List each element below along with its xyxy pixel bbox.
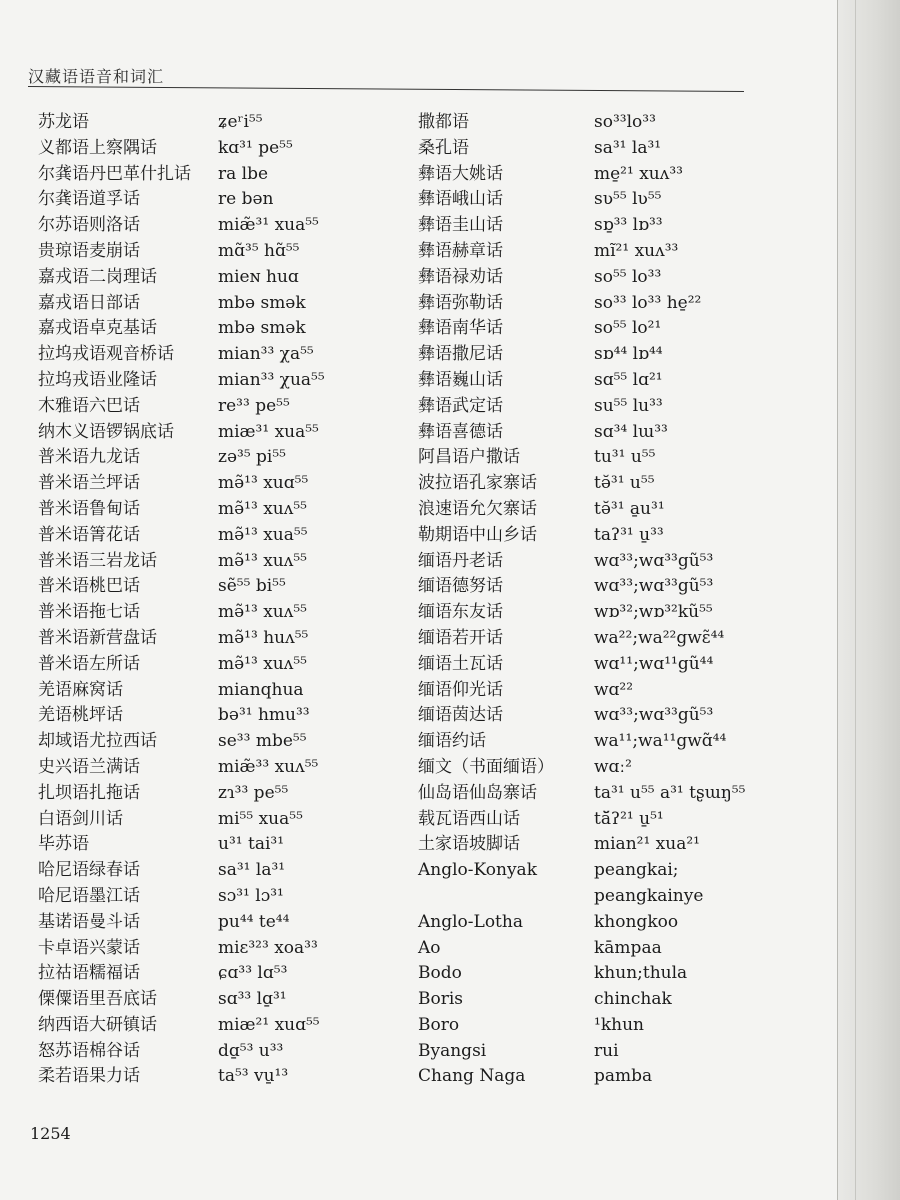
word-form: wa²²;wa²²gwɛ̃⁴⁴ — [594, 627, 725, 648]
word-form: ra lbe — [218, 163, 269, 184]
running-head: 汉藏语语音和词汇 — [28, 67, 165, 86]
word-form: rui — [594, 1040, 619, 1061]
language-name: 尔龚语丹巴革什扎话 — [38, 163, 191, 184]
language-name: 却域语尤拉西话 — [38, 731, 157, 752]
word-form: miæ̃³³ xuʌ⁵⁵ — [218, 756, 319, 777]
word-form: mɑ̃³⁵ hɑ̃⁵⁵ — [218, 240, 300, 261]
word-form: khongkoo — [594, 911, 679, 932]
word-form: mə̃¹³ xua⁵⁵ — [218, 524, 308, 545]
language-name: 彝语撒尼话 — [418, 344, 503, 365]
language-name: 载瓦语西山话 — [418, 808, 520, 829]
word-form: ta⁵³ vu̱¹³ — [218, 1066, 289, 1087]
language-name: 仙岛语仙岛寨话 — [418, 782, 537, 803]
word-form: sɑ³⁴ lɯ³³ — [594, 421, 668, 442]
word-form: pu⁴⁴ te⁴⁴ — [218, 911, 290, 932]
language-name: Chang Naga — [418, 1066, 526, 1087]
language-name: 木雅语六巴话 — [38, 395, 140, 416]
word-form: wɑ¹¹;wɑ¹¹gũ⁴⁴ — [594, 653, 714, 674]
word-form: kɑ³¹ pe⁵⁵ — [218, 137, 293, 158]
word-form: tə̆³¹ a̱u³¹ — [594, 498, 665, 519]
language-name: 缅语约话 — [418, 731, 486, 752]
word-form: sẽ⁵⁵ bi⁵⁵ — [218, 576, 286, 597]
language-name: 浪速语允欠寨话 — [418, 498, 537, 519]
word-form: sa³¹ la³¹ — [594, 137, 662, 158]
language-name: 哈尼语绿春话 — [38, 860, 140, 881]
word-form: mə̃¹³ huʌ⁵⁵ — [218, 627, 309, 648]
language-name: 普米语桃巴话 — [38, 576, 140, 597]
language-name: 傈僳语里吾底话 — [38, 989, 157, 1010]
language-name: 彝语喜德话 — [418, 421, 503, 442]
word-form: wɑ³³;wɑ³³gũ⁵³ — [594, 705, 714, 726]
word-form: so³³lo³³ — [594, 112, 656, 132]
word-form: so⁵⁵ lo³³ — [594, 266, 662, 287]
word-form: taʔ³¹ u̱³³ — [594, 524, 664, 545]
word-form: ta³¹ u⁵⁵ a³¹ tʂɯŋ⁵⁵ — [594, 782, 746, 803]
language-name: 柔若语果力话 — [38, 1066, 140, 1087]
word-form: mian²¹ xua²¹ — [594, 834, 700, 855]
language-name: 嘉戎语卓克基话 — [38, 318, 157, 339]
language-name: 彝语南华话 — [418, 318, 503, 339]
word-form: mbə smək — [218, 318, 306, 339]
page-number: 1254 — [30, 1124, 71, 1143]
word-form: mə̃¹³ xuʌ⁵⁵ — [218, 550, 307, 571]
word-form: sɑ⁵⁵ lɑ²¹ — [594, 369, 663, 390]
language-name: Boris — [418, 989, 464, 1010]
language-name: 哈尼语墨江话 — [38, 885, 140, 906]
word-form: ɕɑ³³ lɑ⁵³ — [218, 963, 288, 984]
right-form-column — [594, 110, 754, 1090]
word-form: tu³¹ u⁵⁵ — [594, 447, 656, 468]
language-name: 彝语赫章话 — [418, 240, 503, 261]
language-name: 普米语拖七话 — [38, 602, 140, 623]
language-name: 缅语若开话 — [418, 627, 503, 648]
language-name: 缅语东友话 — [418, 602, 503, 623]
page-edge-line — [855, 0, 856, 1200]
language-name: 扎坝语扎拖话 — [38, 782, 140, 803]
word-form: peangkainye — [594, 885, 704, 906]
language-name: 勒期语中山乡话 — [418, 524, 537, 545]
language-name: 白语剑川话 — [38, 808, 123, 829]
word-form: so⁵⁵ lo²¹ — [594, 318, 662, 339]
language-name: 义都语上察隅话 — [38, 137, 157, 158]
word-form: wɑ³³;wɑ³³gũ⁵³ — [594, 576, 714, 597]
language-name — [418, 884, 598, 910]
language-name: Anglo-Konyak — [418, 860, 537, 881]
language-name: 缅语土瓦话 — [418, 653, 503, 674]
word-form: mian³³ χa⁵⁵ — [218, 344, 314, 365]
language-name: 普米语左所话 — [38, 653, 140, 674]
word-form: chinchak — [594, 989, 672, 1010]
word-form: sɑ³³ lɑ̱³¹ — [218, 989, 287, 1010]
word-form: mə̃¹³ xuʌ⁵⁵ — [218, 653, 307, 674]
language-name: 尔龚语道孚话 — [38, 189, 140, 210]
language-name: 基诺语曼斗话 — [38, 911, 140, 932]
word-form: sɔ³¹ lɔ³¹ — [218, 885, 284, 906]
language-name: 拉坞戎语业隆话 — [38, 369, 157, 390]
word-form: peangkai; — [594, 860, 679, 881]
language-name: 阿昌语户撒话 — [418, 447, 520, 468]
language-name: 纳木义语锣锅底话 — [38, 421, 174, 442]
word-form: miæ²¹ xuɑ⁵⁵ — [218, 1014, 320, 1035]
language-name: 桑孔语 — [418, 137, 469, 158]
word-form: bə³¹ hmu³³ — [218, 705, 310, 726]
header-rule — [28, 86, 744, 92]
left-form-column — [218, 110, 414, 1090]
language-name: 撒都语 — [418, 112, 469, 132]
language-name: 普米语三岩龙话 — [38, 550, 157, 571]
word-form: mə̃¹³ xuɑ⁵⁵ — [218, 473, 309, 494]
word-form: khun;thula — [594, 963, 688, 984]
word-form: mian³³ χua⁵⁵ — [218, 369, 325, 390]
word-form: sʋ⁵⁵ lʋ⁵⁵ — [594, 189, 662, 210]
word-form: kāmpaa — [594, 937, 662, 958]
language-name: 彝语禄劝话 — [418, 266, 503, 287]
language-name: 彝语圭山话 — [418, 215, 503, 236]
word-form: se³³ mbe⁵⁵ — [218, 731, 307, 752]
word-form: ʑeʳi⁵⁵ — [218, 112, 263, 132]
word-form: re bən — [218, 189, 274, 210]
language-name: Bodo — [418, 963, 462, 984]
word-form: ¹khun — [594, 1014, 644, 1035]
language-name: 嘉戎语二岗理话 — [38, 266, 157, 287]
word-form: mianqhua — [218, 679, 304, 700]
language-name: 怒苏语棉谷话 — [38, 1040, 140, 1061]
word-form: miæ̃³¹ xua⁵⁵ — [218, 215, 319, 236]
language-name: 土家语坡脚话 — [418, 834, 520, 855]
language-name: 普米语兰坪话 — [38, 473, 140, 494]
language-name: 彝语武定话 — [418, 395, 503, 416]
word-form: su⁵⁵ lu³³ — [594, 395, 663, 416]
language-name: 缅语茵达话 — [418, 705, 503, 726]
language-name: 普米语箐花话 — [38, 524, 140, 545]
language-name: 彝语巍山话 — [418, 369, 503, 390]
word-form: mĩ²¹ xuʌ³³ — [594, 240, 679, 261]
language-name: Boro — [418, 1014, 460, 1035]
language-name: 普米语新营盘话 — [38, 627, 157, 648]
language-name: 尔苏语则洛话 — [38, 215, 140, 236]
word-form: dɑ̱⁵³ u³³ — [218, 1040, 284, 1061]
word-form: mbə smək — [218, 292, 306, 313]
word-form: miæ³¹ xua⁵⁵ — [218, 421, 319, 442]
word-form: miɛ³²³ xoa³³ — [218, 937, 318, 958]
language-name: 贵琼语麦崩话 — [38, 240, 140, 261]
language-name: 嘉戎语日部话 — [38, 292, 140, 313]
language-name: 拉坞戎语观音桥话 — [38, 344, 174, 365]
word-form: wa¹¹;wa¹¹gwɑ̃⁴⁴ — [594, 731, 727, 752]
right-language-column — [418, 110, 598, 1090]
word-form: tă̆ʔ²¹ u̱⁵¹ — [594, 808, 664, 829]
language-name: 缅文（书面缅语） — [418, 756, 554, 777]
language-name: Ao — [418, 937, 441, 958]
word-form: re³³ pe⁵⁵ — [218, 395, 290, 416]
word-form: sɒ⁴⁴ lɒ⁴⁴ — [594, 344, 663, 365]
word-form: mi⁵⁵ xua⁵⁵ — [218, 808, 303, 829]
language-name: Anglo-Lotha — [418, 911, 523, 932]
language-name: 彝语弥勒话 — [418, 292, 503, 313]
language-name: 彝语大姚话 — [418, 163, 503, 184]
page-gutter-edge — [838, 0, 900, 1200]
word-form: pamba — [594, 1066, 653, 1087]
word-form: wɑː² — [594, 756, 632, 777]
word-form: wɑ³³;wɑ³³gũ⁵³ — [594, 550, 714, 571]
language-name: 普米语鲁甸话 — [38, 498, 140, 519]
word-form: sa³¹ la³¹ — [218, 860, 286, 881]
word-form: zə³⁵ pi⁵⁵ — [218, 447, 286, 468]
word-form: mieɴ huɑ — [218, 266, 299, 287]
left-language-column — [38, 110, 216, 1090]
language-name: 苏龙语 — [38, 112, 89, 132]
language-name: 拉祜语糯福话 — [38, 963, 140, 984]
word-form: sɒ̱³³ lɒ³³ — [594, 215, 663, 236]
language-name: 羌语桃坪话 — [38, 705, 123, 726]
word-form: mə̃¹³ xuʌ⁵⁵ — [218, 602, 307, 623]
word-form: so³³ lo³³ he̱²² — [594, 292, 702, 313]
page-edge-line — [837, 0, 838, 1200]
word-form: tə̆³¹ u⁵⁵ — [594, 473, 655, 494]
word-form: mə̃¹³ xuʌ⁵⁵ — [218, 498, 307, 519]
language-name: Byangsi — [418, 1040, 487, 1061]
language-name: 纳西语大研镇话 — [38, 1014, 157, 1035]
language-name: 普米语九龙话 — [38, 447, 140, 468]
word-form: u³¹ tai³¹ — [218, 834, 285, 855]
language-name: 彝语峨山话 — [418, 189, 503, 210]
language-name: 毕苏语 — [38, 834, 89, 855]
language-name: 缅语德努话 — [418, 576, 503, 597]
language-name: 波拉语孔家寨话 — [418, 473, 537, 494]
word-form: me̱²¹ xuʌ³³ — [594, 163, 683, 184]
language-name: 缅语丹老话 — [418, 550, 503, 571]
word-form: zɿ³³ pe⁵⁵ — [218, 782, 289, 803]
word-form: wɒ³²;wɒ³²kũ⁵⁵ — [594, 602, 713, 623]
language-name: 羌语麻窝话 — [38, 679, 123, 700]
language-name: 史兴语兰满话 — [38, 756, 140, 777]
language-name: 缅语仰光话 — [418, 679, 503, 700]
language-name: 卡卓语兴蒙话 — [38, 937, 140, 958]
word-form: wɑ²² — [594, 679, 634, 700]
